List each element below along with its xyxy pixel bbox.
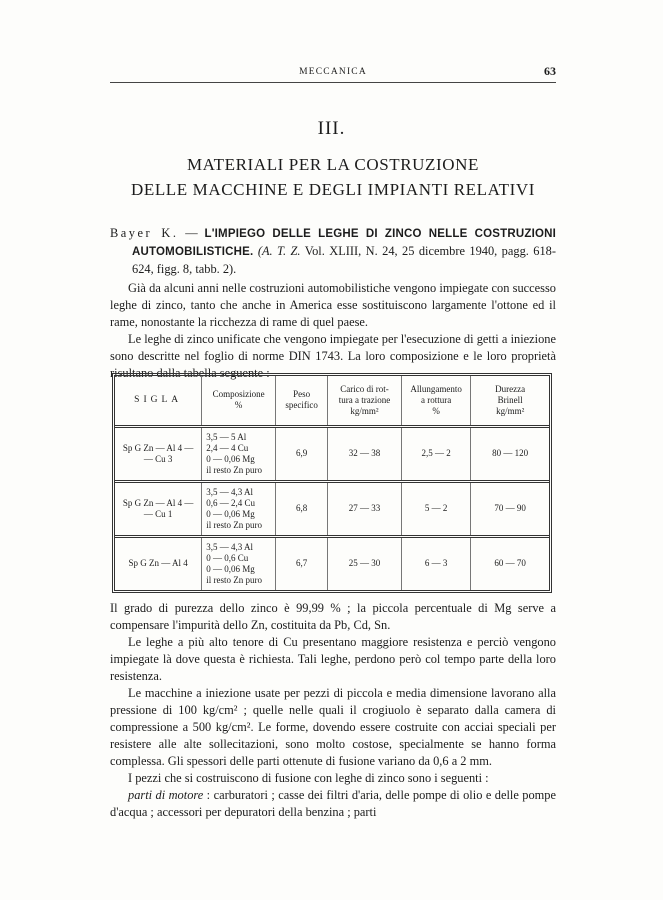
composition-line: il resto Zn puro: [206, 519, 263, 530]
engine-parts-label: parti di motore: [128, 788, 204, 802]
composition-line: 0 — 0,06 Mg: [206, 563, 255, 574]
paragraph-intro-1: Già da alcuni anni nelle costruzioni automobilistiche vengono impiegate con successo leghe di zinco, tanto che anche in America esse sostituiscono largamente l'ottone ed il rame, nonostante la ricchezza di rame di quel paese.: [110, 281, 556, 329]
running-header: [110, 64, 556, 82]
header-rule: [110, 82, 556, 83]
sigla-line: — Cu 3: [143, 453, 173, 464]
header-sigla-label: SIGLA: [134, 395, 183, 406]
page-number: 63: [544, 64, 556, 78]
cell-carico: 25 — 30: [328, 536, 402, 590]
paragraph-intro-2: Le leghe di zinco unificate che vengono impiegate per l'esecuzione di getti a iniezione sono descritte nel foglio di norme DIN 1743. La loro composizione e le loro proprietà risultano dalla tabella seguente :: [110, 332, 556, 380]
citation-details: Vol. XLIII, N. 24, 25 dicembre 1940, pagg. 618-624, figg. 8, tabb. 2).: [132, 244, 557, 276]
cell-composizione: [202, 426, 276, 481]
table-row: [115, 481, 549, 536]
header-composizione: [202, 376, 276, 426]
table-row: [115, 426, 549, 481]
citation-author: Bayer K.: [110, 226, 179, 240]
cell-durezza: 60 — 70: [471, 536, 549, 590]
paragraph-engine-parts: [110, 787, 556, 821]
alloy-table: [112, 373, 552, 593]
paragraph-parts: I pezzi che si costruiscono di fusione con leghe di zinco sono i seguenti :: [128, 771, 489, 785]
header-carico-line: tura a trazione: [338, 394, 391, 405]
citation-journal: (A. T. Z.: [257, 244, 301, 258]
paragraph-purity: Il grado di purezza dello zinco è 99,99 % ; la piccola percentuale di Mg serve a compensare l'impurità dello Zn, costituita da Pb, Cd, Sn.: [110, 601, 556, 632]
cell-allungamento: 2,5 — 2: [401, 426, 470, 481]
header-durezza-line: Brinell: [497, 394, 523, 405]
engine-parts-text: : carburatori ; casse dei filtri d'aria, delle pompe di olio e delle pompe d'acqua ; accessori per depuratori della benzina ; parti: [110, 788, 556, 819]
composition-line: 0,6 — 2,4 Cu: [206, 497, 256, 508]
sigla-line: Sp G Zn — Al 4 —: [122, 497, 194, 508]
cell-peso: 6,9: [276, 426, 328, 481]
cell-peso: 6,7: [276, 536, 328, 590]
header-carico-unit: kg/mm²: [350, 405, 379, 416]
header-allungamento: [401, 376, 470, 426]
section-title: MECCANICA: [299, 67, 367, 77]
header-composizione-unit: %: [234, 400, 243, 411]
composition-line: 3,5 — 5 Al: [206, 431, 247, 442]
composition-line: 2,4 — 4 Cu: [206, 442, 249, 453]
composition-line: il resto Zn puro: [206, 464, 263, 475]
composition-line: 0 — 0,6 Cu: [206, 552, 249, 563]
chapter-title-line-1: MATERIALI PER LA COSTRUZIONE: [186, 155, 480, 174]
composition-line: 3,5 — 4,3 Al: [206, 486, 254, 497]
header-peso: [276, 376, 328, 426]
paragraph-copper: Le leghe a più alto tenore di Cu presentano maggiore resistenza e perciò vengono impiegate là dove questa è richiesta. Tali leghe, perdono però col tempo parte della loro resistenza.: [110, 635, 556, 683]
citation-title: L'IMPIEGO DELLE LEGHE DI ZINCO NELLE COSTRUZIONI AUTOMOBILISTICHE.: [132, 228, 557, 258]
header-sigla: [115, 376, 202, 426]
header-peso-line: Peso: [293, 389, 311, 400]
sigla-line: — Cu 1: [143, 508, 173, 519]
cell-allungamento: 6 — 3: [401, 536, 470, 590]
cell-carico: 27 — 33: [328, 481, 402, 536]
composition-line: il resto Zn puro: [206, 574, 263, 585]
cell-sigla: [115, 536, 202, 590]
header-composizione-line: Composizione: [212, 389, 265, 400]
chapter-number: III.: [317, 118, 346, 139]
header-carico-line: Carico di rot-: [340, 383, 389, 394]
reference-entry: [110, 225, 556, 278]
cell-composizione: [202, 481, 276, 536]
cell-composizione: [202, 536, 276, 590]
cell-peso: 6,8: [276, 481, 328, 536]
body-paragraphs: [110, 600, 556, 821]
sigla-line: Sp G Zn — Al 4: [128, 558, 188, 569]
cell-durezza: 70 — 90: [471, 481, 549, 536]
paragraph-machines: Le macchine a iniezione usate per pezzi di piccola e media dimensione lavorano alla pressione di 100 kg/cm² ; quelle nelle quali il crogiuolo è separato dalla camera di compressione a 500 kg/cm². Le forme, dovendo essere costruite con acciai speciali per resistere alle alte sollecitazioni, sono molto costose, specialmente se hanno forma complessa. Gli spessori delle parti ottenute di fusione variano da 0,6 a 2 mm.: [110, 686, 556, 768]
header-durezza-line: Durezza: [495, 383, 526, 394]
chapter-title: [110, 152, 556, 202]
cell-durezza: 80 — 120: [471, 426, 549, 481]
intro-paragraphs: [110, 280, 556, 382]
header-allungamento-unit: %: [432, 405, 440, 416]
header-durezza-unit: kg/mm²: [496, 405, 525, 416]
table-row: [115, 536, 549, 590]
cell-sigla: [115, 426, 202, 481]
sigla-line: Sp G Zn — Al 4 —: [122, 442, 194, 453]
citation-dash: —: [178, 226, 205, 240]
alloy-table-grid: [115, 376, 549, 590]
header-durezza: [471, 376, 549, 426]
header-allungamento-line: a rottura: [421, 394, 452, 405]
cell-allungamento: 5 — 2: [401, 481, 470, 536]
header-carico: [328, 376, 402, 426]
citation: [110, 225, 556, 278]
cell-carico: 32 — 38: [328, 426, 402, 481]
composition-line: 0 — 0,06 Mg: [206, 508, 255, 519]
table-header-row: [115, 376, 549, 426]
composition-line: 3,5 — 4,3 Al: [206, 541, 254, 552]
header-peso-line: specifico: [285, 400, 318, 411]
cell-sigla: [115, 481, 202, 536]
header-allungamento-line: Allungamento: [410, 383, 462, 394]
composition-line: 0 — 0,06 Mg: [206, 453, 255, 464]
chapter-title-line-2: DELLE MACCHINE E DEGLI IMPIANTI RELATIVI: [130, 180, 536, 199]
